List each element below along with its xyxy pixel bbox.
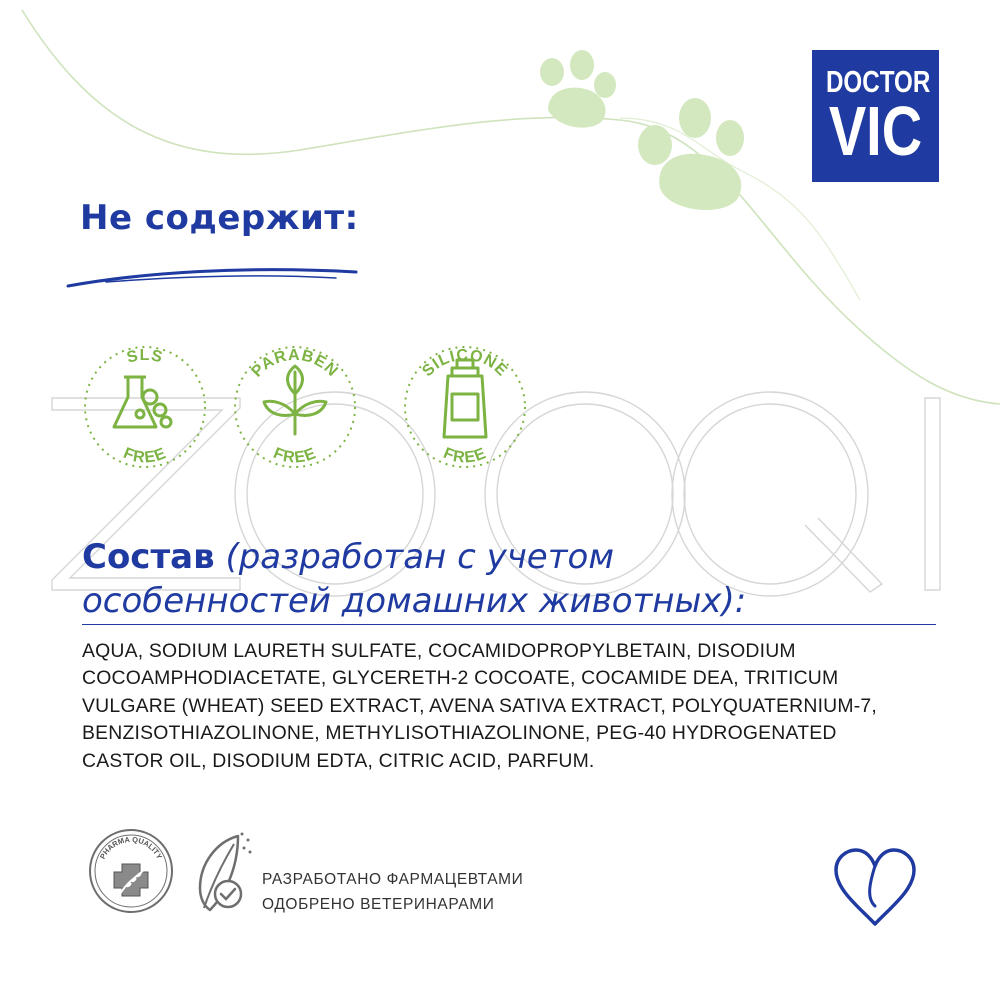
heart-icon (830, 846, 920, 930)
badge-paraben-free (230, 322, 360, 482)
composition-title (82, 535, 962, 623)
badge-paraben-top-text: PARABEN (248, 346, 342, 381)
footer-claims (262, 867, 523, 917)
brand-logo-line2: VIC (828, 92, 923, 170)
paw-print-small (540, 50, 616, 128)
composition-divider (82, 624, 936, 625)
ingredients-line: AQUA, SODIUM LAURETH SULFATE, COCAMIDOPROPYLBETAIN, DISODIUM (82, 640, 796, 662)
paw-print-large (638, 98, 744, 210)
ingredients-list (82, 638, 952, 775)
badge-paraben-bottom-text: FREE (270, 444, 320, 467)
brand-logo-line1: DOCTOR (825, 64, 931, 99)
ingredients-line: COCOAMPHODIACETATE, GLYCERETH-2 COCOATE, COCAMIDE DEA, TRITICUM (82, 667, 839, 690)
free-of-heading: Не содержит: (80, 198, 359, 238)
badge-silicone-free (400, 322, 530, 482)
badge-sls-top-text: SLS (125, 347, 165, 367)
ingredients-line: BENZISOTHIAZOLINONE, METHYLISOTHIAZOLINONE, PEG-40 HYDROGENATED (82, 722, 837, 745)
composition-label: Состав (82, 537, 215, 577)
footer-claim-veterinarians: ОДОБРЕНО ВЕТЕРИНАРАМИ (262, 896, 495, 913)
svg-text:FREE (441, 445, 489, 467)
ingredients-line: VULGARE (WHEAT) SEED EXTRACT, AVENA SATIVA EXTRACT, POLYQUATERNIUM-7, (82, 694, 877, 717)
seal-text: PHARMA QUALITY (98, 834, 164, 861)
leaf-icon (264, 366, 326, 434)
badge-sls-bottom-text: FREE (120, 444, 170, 467)
svg-text:FREE (271, 445, 319, 467)
footer-claim-pharmacists: РАЗРАБОТАНО ФАРМАЦЕВТАМИ (262, 871, 524, 888)
feather-check-icon (186, 828, 256, 914)
heading-underline-swash (66, 258, 366, 298)
composition-subtitle-line1: (разработан с учетом (225, 537, 614, 577)
svg-text:FREE (121, 445, 169, 467)
flask-bubbles-icon (114, 377, 171, 427)
composition-subtitle-line2: особенностей домашних животных): (82, 581, 747, 621)
svg-text:SLS (125, 347, 165, 367)
pharma-quality-seal-icon (88, 828, 174, 914)
ingredients-line: CASTOR OIL, DISODIUM EDTA, CITRIC ACID, PARFUM. (82, 749, 595, 772)
brand-logo (812, 50, 939, 182)
badge-silicone-top-text: SILICONE (419, 346, 511, 381)
badge-silicone-bottom-text: FREE (440, 444, 490, 467)
badge-sls-free (80, 322, 210, 482)
tube-icon (444, 360, 486, 437)
